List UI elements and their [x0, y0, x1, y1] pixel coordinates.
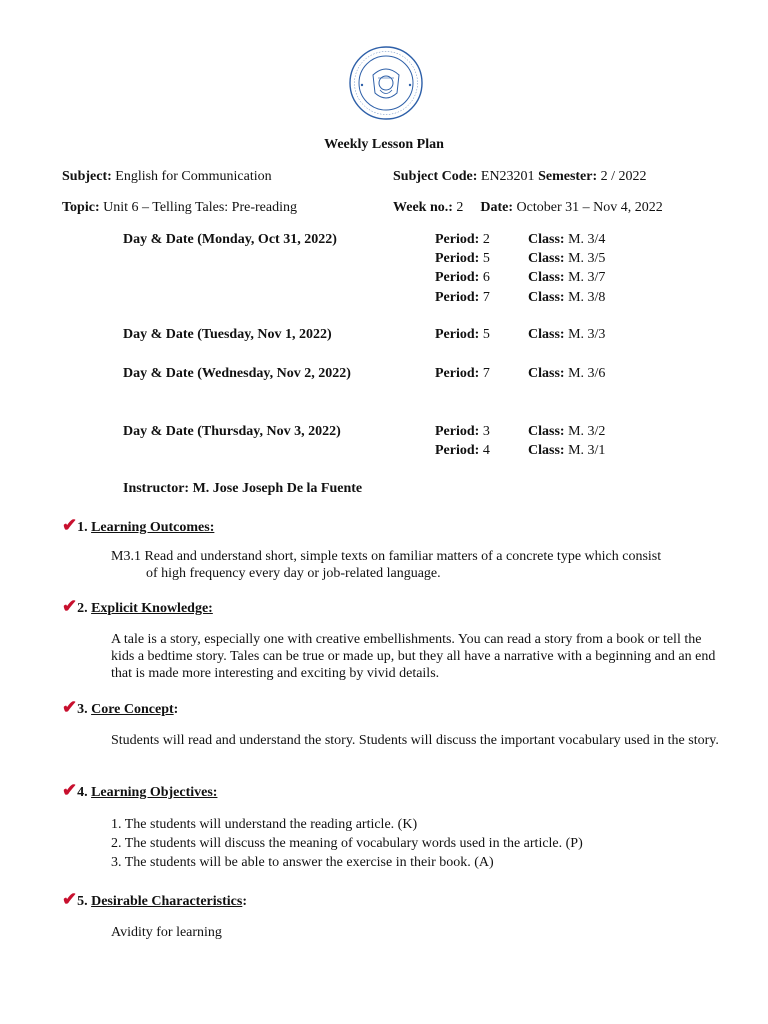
period-cell: Period: 7	[435, 366, 490, 381]
desirable-characteristics-text: Avidity for learning	[111, 925, 222, 940]
list-item: 1. The students will understand the reading article. (K)	[111, 817, 418, 832]
day-monday: Day & Date (Monday, Oct 31, 2022)	[123, 232, 337, 247]
check-mark-icon: ✔	[62, 596, 78, 616]
date-value: October 31 – Nov 4, 2022	[516, 200, 663, 215]
check-mark-icon: ✔	[62, 780, 78, 800]
section-explicit-knowledge-heading: ✔2. Explicit Knowledge:	[62, 596, 213, 616]
section-core-concept-heading: ✔3. Core Concept:	[62, 697, 179, 717]
period-cell: Period: 2	[435, 232, 490, 247]
period-cell: Period: 7	[435, 290, 490, 305]
day-thursday: Day & Date (Thursday, Nov 3, 2022)	[123, 424, 341, 439]
check-mark-icon: ✔	[62, 889, 78, 909]
learning-outcomes-text: M3.1 Read and understand short, simple texts on familiar matters of a concrete type which consist of high frequency every day or job-related language.	[111, 549, 662, 581]
subject-code-row	[393, 169, 647, 185]
week-row	[393, 200, 663, 216]
period-cell: Period: 5	[435, 327, 490, 342]
date-label: Date:	[480, 200, 514, 215]
subject-code-label: Subject Code:	[393, 169, 478, 184]
semester-value: 2 / 2022	[600, 169, 647, 184]
school-seal-logo	[348, 45, 424, 121]
topic-value: Unit 6 – Telling Tales: Pre-reading	[103, 200, 297, 215]
class-cell: Class: M. 3/4	[528, 232, 606, 247]
period-cell: Period: 4	[435, 443, 490, 458]
day-tuesday: Day & Date (Tuesday, Nov 1, 2022)	[123, 327, 332, 342]
class-cell: Class: M. 3/6	[528, 366, 606, 381]
topic-label: Topic:	[62, 200, 100, 215]
class-cell: Class: M. 3/2	[528, 424, 606, 439]
learning-objectives-list	[111, 816, 721, 871]
class-cell: Class: M. 3/7	[528, 270, 606, 285]
list-item: 2. The students will discuss the meaning of vocabulary words used in the article. (P)	[111, 836, 583, 851]
section-desirable-characteristics-heading: ✔5. Desirable Characteristics:	[62, 889, 247, 909]
subject-value: English for Communication	[115, 169, 272, 184]
class-cell: Class: M. 3/1	[528, 443, 606, 458]
subject-row	[62, 169, 272, 185]
period-cell: Period: 5	[435, 251, 490, 266]
section-learning-outcomes-heading: ✔1. Learning Outcomes:	[62, 515, 215, 535]
class-cell: Class: M. 3/5	[528, 251, 606, 266]
page-title: Weekly Lesson Plan	[324, 137, 444, 152]
check-mark-icon: ✔	[62, 515, 78, 535]
period-cell: Period: 3	[435, 424, 490, 439]
class-cell: Class: M. 3/8	[528, 290, 606, 305]
topic-row	[62, 200, 297, 216]
instructor-line: Instructor: M. Jose Joseph De la Fuente	[123, 481, 363, 496]
week-label: Week no.:	[393, 200, 453, 215]
explicit-knowledge-text: A tale is a story, especially one with creative embellishments. You can read a story from a book or tell the kids a bedtime story. Tales can be true or made up, but they all have a narrative with a beginning and an end that is made more interesting and exciting by vivid details.	[111, 632, 716, 681]
subject-code-value: EN23201	[480, 169, 535, 184]
period-cell: Period: 6	[435, 270, 490, 285]
subject-label: Subject:	[62, 169, 112, 184]
section-learning-objectives-heading: ✔4. Learning Objectives:	[62, 780, 218, 800]
list-item: 3. The students will be able to answer the exercise in their book. (A)	[111, 855, 494, 870]
day-wednesday: Day & Date (Wednesday, Nov 2, 2022)	[123, 366, 351, 381]
class-cell: Class: M. 3/3	[528, 327, 606, 342]
week-value: 2	[456, 200, 464, 215]
semester-label: Semester:	[538, 169, 598, 184]
check-mark-icon: ✔	[62, 697, 78, 717]
core-concept-text: Students will read and understand the story. Students will discuss the important vocabulary used in the story.	[111, 733, 719, 748]
